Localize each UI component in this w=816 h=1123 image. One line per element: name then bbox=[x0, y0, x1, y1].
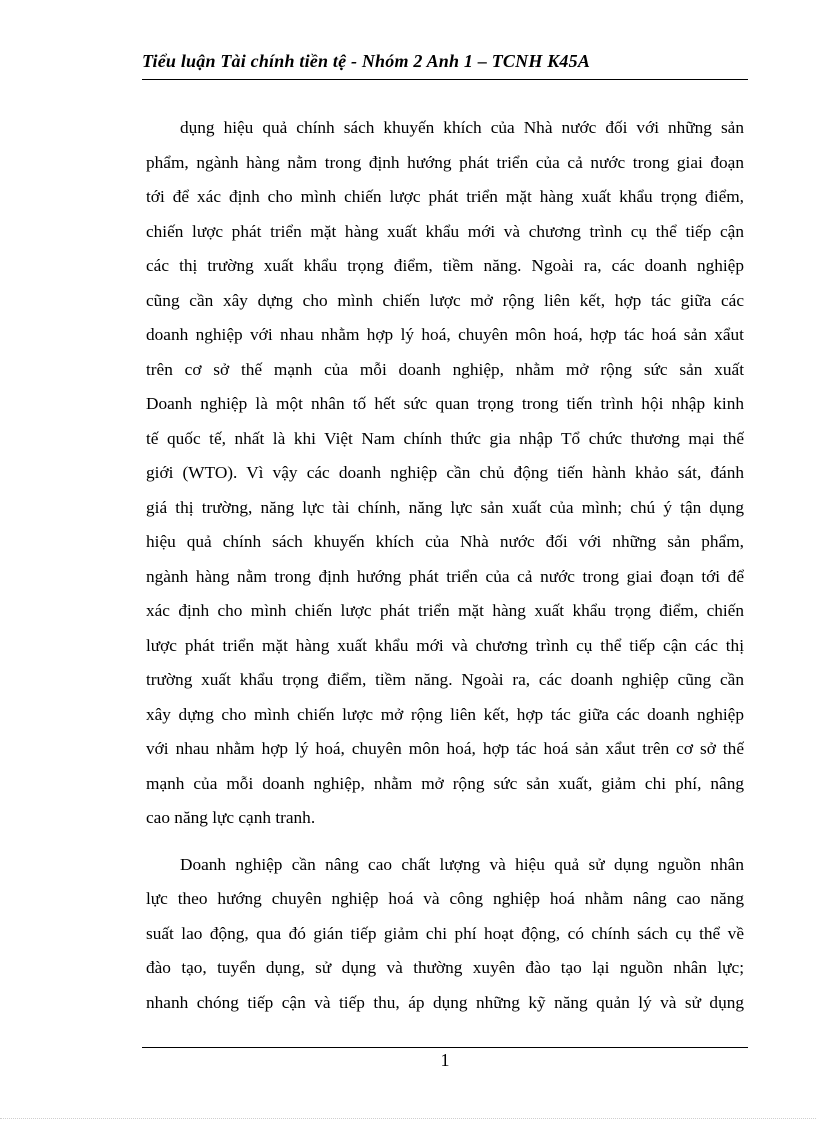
text-line: lực theo hướng chuyên nghiệp hoá và công nghiệp hoá nhằm nâng cao năng bbox=[146, 889, 744, 908]
paragraph bbox=[146, 111, 744, 836]
text-line: hiệu quả chính sách khuyến khích của Nhà nước đối với những sản phẩm, bbox=[146, 532, 744, 551]
text-line: giới (WTO). Vì vậy các doanh nghiệp cần chủ động tiến hành khảo sát, đánh bbox=[146, 463, 744, 482]
text-line: đào tạo, tuyển dụng, sử dụng và thường xuyên đào tạo lại nguồn nhân lực; bbox=[146, 958, 744, 977]
text-line: Doanh nghiệp cần nâng cao chất lượng và hiệu quả sử dụng nguồn nhân bbox=[180, 854, 744, 874]
text-line: lược phát triển mặt hàng xuất khẩu mới và chương trình cụ thể tiếp cận các thị bbox=[146, 635, 744, 655]
paragraph-gap bbox=[146, 836, 744, 848]
page-edge bbox=[0, 1118, 816, 1119]
text-line: cao năng lực cạnh tranh. bbox=[146, 808, 316, 827]
text-line: tới để xác định cho mình chiến lược phát triển mặt hàng xuất khẩu trọng điểm, bbox=[146, 187, 744, 206]
text-line: mạnh của mỗi doanh nghiệp, nhằm mở rộng sức sản xuất, giảm chi phí, nâng bbox=[146, 773, 744, 793]
text-line: doanh nghiệp với nhau nhằm hợp lý hoá, chuyên môn hoá, hợp tác hoá sản xẩut bbox=[146, 325, 744, 344]
paragraph bbox=[146, 848, 744, 1021]
text-line: cũng cần xây dựng cho mình chiến lược mở rộng liên kết, hợp tác giữa các bbox=[146, 290, 744, 310]
text-line: Doanh nghiệp là một nhân tố hết sức quan trọng trong tiến trình hội nhập kinh bbox=[146, 394, 744, 413]
text-line: giá thị trường, năng lực tài chính, năng lực sản xuất của mình; chú ý tận dụng bbox=[146, 497, 744, 517]
footer-divider bbox=[142, 1047, 748, 1048]
text-line: nhanh chóng tiếp cận và tiếp thu, áp dụng những kỹ năng quản lý và sử dụng bbox=[146, 992, 744, 1012]
text-line: với nhau nhằm hợp lý hoá, chuyên môn hoá, hợp tác hoá sản xẩut trên cơ sở thế bbox=[146, 739, 744, 758]
text-line: trên cơ sở thế mạnh của mỗi doanh nghiệp, nhằm mở rộng sức sản xuất bbox=[146, 359, 744, 379]
text-line: ngành hàng nằm trong định hướng phát triển của cả nước trong giai đoạn tới để bbox=[146, 566, 744, 586]
text-line: dụng hiệu quả chính sách khuyến khích của Nhà nước đối với những sản bbox=[180, 118, 744, 137]
text-line: suất lao động, qua đó gián tiếp giảm chi phí hoạt động, có chính sách cụ thể về bbox=[146, 923, 744, 943]
header-divider bbox=[142, 79, 748, 80]
text-line: phẩm, ngành hàng nằm trong định hướng phát triển của cả nước trong giai đoạn bbox=[146, 152, 744, 172]
text-line: chiến lược phát triển mặt hàng xuất khẩu mới và chương trình cụ thể tiếp cận bbox=[146, 221, 744, 241]
text-line: các thị trường xuất khẩu trọng điểm, tiềm năng. Ngoài ra, các doanh nghiệp bbox=[146, 256, 744, 275]
text-line: tế quốc tế, nhất là khi Việt Nam chính thức gia nhập Tổ chức thương mại thế bbox=[146, 428, 744, 448]
page-number: 1 bbox=[440, 1050, 450, 1070]
text-line: xác định cho mình chiến lược phát triển mặt hàng xuất khẩu trọng điểm, chiến bbox=[146, 601, 744, 620]
text-line: xây dựng cho mình chiến lược mở rộng liên kết, hợp tác giữa các doanh nghiệp bbox=[146, 704, 744, 724]
text-line: trường xuất khẩu trọng điểm, tiềm năng. Ngoài ra, các doanh nghiệp cũng cần bbox=[146, 670, 744, 689]
page-header-title: Tiểu luận Tài chính tiền tệ - Nhóm 2 Anh 1 – TCNH K45A bbox=[142, 51, 591, 71]
document-body bbox=[146, 111, 744, 1020]
